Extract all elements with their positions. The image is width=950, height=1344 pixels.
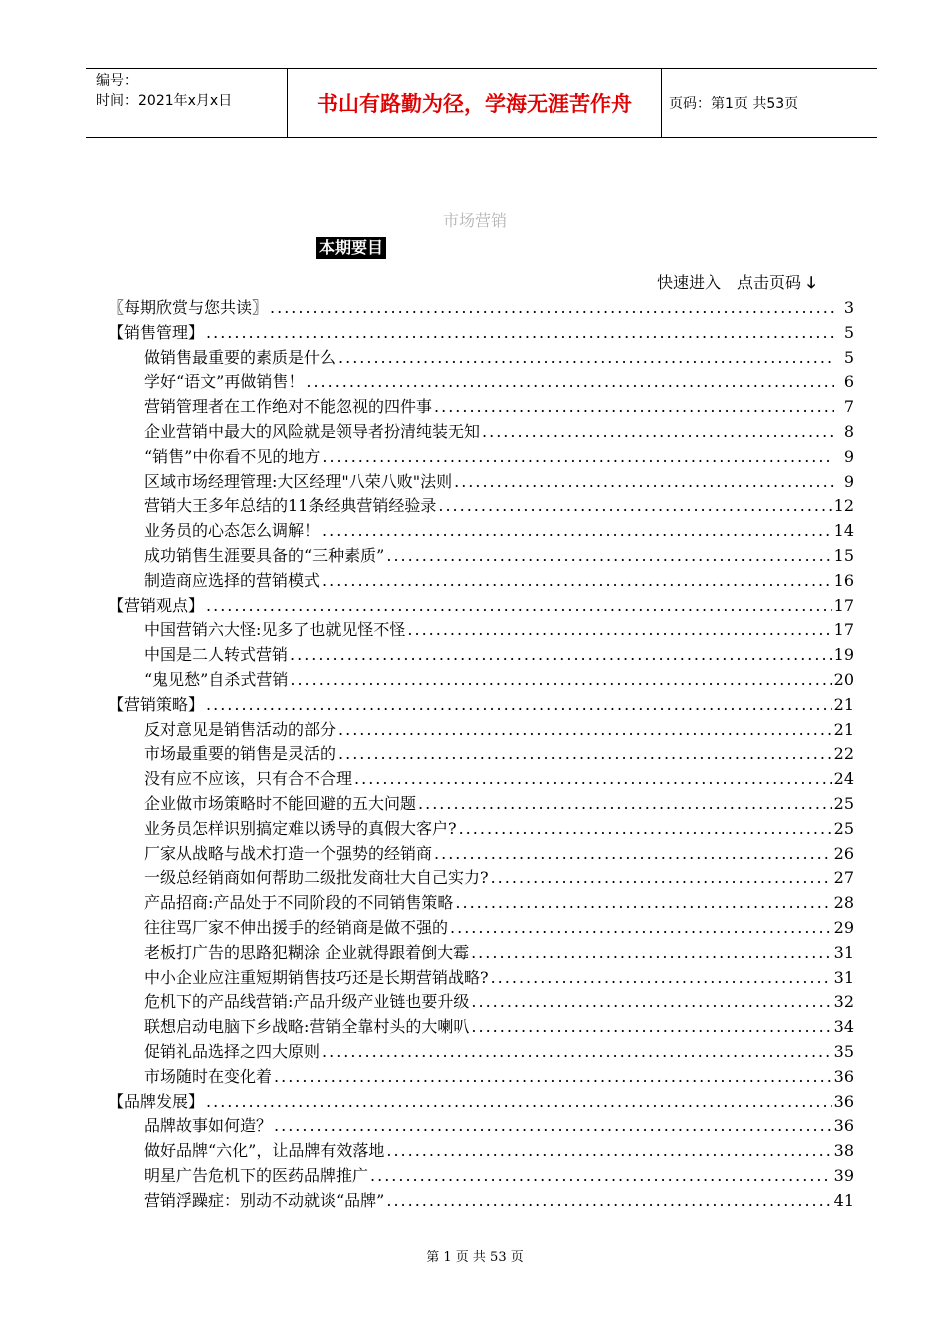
toc-leader xyxy=(354,767,832,792)
toc-entry[interactable] xyxy=(108,643,854,668)
toc-page-number[interactable]: 39 xyxy=(833,1165,854,1185)
code-label: 编号： xyxy=(96,73,138,89)
toc-leader xyxy=(322,1040,832,1065)
toc-leader xyxy=(322,519,832,544)
toc-title[interactable]: 业务员怎样识别搞定难以诱导的真假大客户? xyxy=(144,818,457,838)
toc-page-number[interactable]: 36 xyxy=(833,1116,854,1136)
toc-page-number[interactable]: 5 xyxy=(843,322,854,342)
toc-title[interactable]: 中国营销六大怪:见多了也就见怪不怪 xyxy=(144,620,406,640)
toc-leader xyxy=(407,618,831,643)
toc-leader xyxy=(338,346,834,371)
toc-page-number[interactable]: 25 xyxy=(833,793,854,813)
toc-title[interactable]: 往往骂厂家不伸出援手的经销商是做不强的 xyxy=(144,917,449,937)
toc-entry[interactable] xyxy=(108,519,854,544)
toc-leader xyxy=(471,1015,831,1040)
toc-entry[interactable] xyxy=(108,569,854,594)
toc-title[interactable]: 中国是二人转式营销 xyxy=(144,645,289,665)
toc-title[interactable]: 反对意见是销售活动的部分 xyxy=(144,719,337,739)
toc-entry[interactable] xyxy=(108,618,854,643)
toc-page-number[interactable]: 26 xyxy=(833,843,854,863)
page-footer: 第 1 页 共 53 页 xyxy=(426,1250,524,1265)
document-title: 市场营销 xyxy=(442,211,507,230)
header-table xyxy=(86,68,877,138)
toc-entry[interactable] xyxy=(108,916,854,941)
toc-leader xyxy=(274,1065,832,1090)
toc-leader xyxy=(459,817,832,842)
toc-section[interactable] xyxy=(108,296,854,321)
toc-entry[interactable] xyxy=(108,544,854,569)
toc-entry[interactable] xyxy=(108,370,854,395)
toc-title[interactable]: 促销礼品选择之四大原则 xyxy=(144,1041,321,1061)
toc-page-number[interactable]: 41 xyxy=(833,1190,854,1210)
toc-title[interactable]: 学好“语文”再做销售！ xyxy=(144,372,305,392)
page-info: 页码：第1页 共53页 xyxy=(669,96,799,112)
table-of-contents xyxy=(108,296,854,1213)
toc-entry[interactable] xyxy=(108,817,854,842)
toc-entry[interactable] xyxy=(108,842,854,867)
toc-entry[interactable] xyxy=(108,866,854,891)
toc-page-number[interactable]: 17 xyxy=(833,595,854,615)
toc-entry[interactable] xyxy=(108,966,854,991)
toc-title[interactable]: 企业做市场策略时不能回避的五大问题 xyxy=(144,793,417,813)
toc-entry[interactable] xyxy=(108,1139,854,1164)
toc-entry[interactable] xyxy=(108,395,854,420)
motto: 书山有路勤为径，学海无涯苦作舟 xyxy=(287,69,662,137)
toc-leader xyxy=(386,1189,831,1214)
toc-entry[interactable] xyxy=(108,1015,854,1040)
toc-title[interactable]: “销售”中你看不见的地方 xyxy=(144,446,321,466)
toc-page-number[interactable]: 5 xyxy=(843,347,854,367)
toc-title[interactable]: 【营销观点】 xyxy=(108,595,205,615)
toc-page-number[interactable]: 28 xyxy=(833,893,854,913)
toc-entry[interactable] xyxy=(108,767,854,792)
toc-page-number[interactable]: 9 xyxy=(843,471,854,491)
toc-entry[interactable] xyxy=(108,668,854,693)
toc-title[interactable]: 品牌故事如何造？ xyxy=(144,1116,273,1136)
toc-entry[interactable] xyxy=(108,470,854,495)
quick-nav xyxy=(657,270,831,299)
toc-page-number[interactable]: 22 xyxy=(833,744,854,764)
toc-title[interactable]: 〖每期欣赏与您共读〗 xyxy=(108,298,269,317)
toc-leader xyxy=(438,494,831,519)
toc-leader xyxy=(206,321,834,346)
toc-title[interactable]: 联想启动电脑下乡战略:营销全靠村头的大喇叭 xyxy=(144,1017,470,1037)
toc-leader xyxy=(418,792,832,817)
toc-page-number[interactable]: 12 xyxy=(833,496,854,516)
toc-title[interactable]: 【品牌发展】 xyxy=(108,1091,205,1111)
toc-page-number[interactable]: 21 xyxy=(833,694,854,714)
toc-title[interactable]: 厂家从战略与战术打造一个强势的经销商 xyxy=(144,843,433,863)
toc-title[interactable]: 【营销策略】 xyxy=(108,694,205,714)
toc-title[interactable]: 市场随时在变化着 xyxy=(144,1066,273,1086)
issue-title: 本期要目 xyxy=(316,237,386,259)
toc-leader xyxy=(290,643,832,668)
toc-entry[interactable] xyxy=(108,1164,854,1189)
toc-title[interactable]: 营销管理者在工作绝对不能忽视的四件事 xyxy=(144,397,433,417)
toc-leader xyxy=(322,445,834,470)
toc-title[interactable]: 做好品牌“六化”，让品牌有效落地 xyxy=(144,1141,385,1161)
toc-page-number[interactable]: 6 xyxy=(843,372,854,392)
toc-page-number[interactable]: 34 xyxy=(833,1017,854,1037)
toc-title[interactable]: 【销售管理】 xyxy=(108,322,205,342)
toc-entry[interactable] xyxy=(108,1065,854,1090)
toc-leader xyxy=(386,1139,831,1164)
toc-leader xyxy=(270,296,834,321)
toc-leader xyxy=(338,742,832,767)
toc-title[interactable]: 市场最重要的销售是灵活的 xyxy=(144,744,337,764)
toc-leader xyxy=(454,470,834,495)
toc-title[interactable]: 企业营销中最大的风险就是领导者扮清纯装无知 xyxy=(144,421,481,441)
toc-leader xyxy=(274,1114,832,1139)
toc-page-number[interactable]: 14 xyxy=(833,521,854,541)
toc-section[interactable] xyxy=(108,594,854,619)
toc-page-number[interactable]: 38 xyxy=(833,1141,854,1161)
toc-page-number[interactable]: 25 xyxy=(833,818,854,838)
toc-leader xyxy=(206,594,832,619)
toc-leader xyxy=(338,718,832,743)
toc-entry[interactable] xyxy=(108,1114,854,1139)
toc-leader xyxy=(471,990,831,1015)
quick-enter-label: 快速进入 xyxy=(657,273,722,292)
toc-page-number[interactable]: 32 xyxy=(833,992,854,1012)
toc-leader xyxy=(322,569,832,594)
toc-page-number[interactable]: 7 xyxy=(843,397,854,417)
toc-leader xyxy=(306,370,834,395)
toc-page-number[interactable]: 9 xyxy=(843,446,854,466)
toc-page-number[interactable]: 36 xyxy=(833,1091,854,1111)
toc-title[interactable]: 产品招商:产品处于不同阶段的不同销售策略 xyxy=(144,893,454,913)
toc-entry[interactable] xyxy=(108,1189,854,1214)
toc-title[interactable]: 没有应不应该，只有合不合理 xyxy=(144,769,353,789)
toc-page-number[interactable]: 3 xyxy=(843,298,854,317)
toc-entry[interactable] xyxy=(108,1040,854,1065)
toc-section[interactable] xyxy=(108,321,854,346)
toc-leader xyxy=(471,941,832,966)
toc-leader xyxy=(370,1164,832,1189)
toc-entry[interactable] xyxy=(108,420,854,445)
toc-title[interactable]: 危机下的产品线营销:产品升级产业链也要升级 xyxy=(144,992,470,1012)
toc-title[interactable]: 业务员的心态怎么调解！ xyxy=(144,521,321,541)
toc-title[interactable]: 制造商应选择的营销模式 xyxy=(144,570,321,590)
toc-leader xyxy=(482,420,834,445)
toc-section[interactable] xyxy=(108,693,854,718)
toc-title[interactable]: “鬼见愁”自杀式营销 xyxy=(144,669,289,689)
toc-page-number[interactable]: 27 xyxy=(833,868,854,888)
header-meta xyxy=(96,71,286,111)
toc-page-number[interactable]: 8 xyxy=(843,421,854,441)
toc-entry[interactable] xyxy=(108,718,854,743)
toc-entry[interactable] xyxy=(108,346,854,371)
toc-leader xyxy=(206,693,832,718)
toc-title[interactable]: 营销浮躁症：别动不动就谈“品牌” xyxy=(144,1190,385,1210)
toc-page-number[interactable]: 35 xyxy=(833,1041,854,1061)
toc-title[interactable]: 明星广告危机下的医药品牌推广 xyxy=(144,1165,369,1185)
toc-page-number[interactable]: 24 xyxy=(833,769,854,789)
toc-title[interactable]: 做销售最重要的素质是什么 xyxy=(144,347,337,367)
toc-entry[interactable] xyxy=(108,990,854,1015)
toc-title[interactable]: 老板打广告的思路犯糊涂 企业就得跟着倒大霉 xyxy=(144,942,470,962)
toc-page-number[interactable]: 20 xyxy=(833,669,854,689)
toc-entry[interactable] xyxy=(108,494,854,519)
toc-section[interactable] xyxy=(108,1090,854,1115)
toc-page-number[interactable]: 36 xyxy=(833,1066,854,1086)
toc-entry[interactable] xyxy=(108,742,854,767)
toc-leader xyxy=(290,668,831,693)
toc-entry[interactable] xyxy=(108,941,854,966)
toc-page-number[interactable]: 29 xyxy=(833,917,854,937)
toc-page-number[interactable]: 16 xyxy=(833,570,854,590)
toc-leader xyxy=(491,966,832,991)
toc-title[interactable]: 成功销售生涯要具备的“三种素质” xyxy=(144,545,385,565)
toc-page-number[interactable]: 15 xyxy=(833,545,854,565)
toc-page-number[interactable]: 21 xyxy=(833,719,854,739)
arrow-down-icon: 🡓 xyxy=(807,273,816,292)
toc-title[interactable]: 营销大王多年总结的11条经典营销经验录 xyxy=(144,496,437,516)
toc-leader xyxy=(434,842,832,867)
toc-title[interactable]: 中小企业应注重短期销售技巧还是长期营销战略? xyxy=(144,967,489,987)
toc-leader xyxy=(450,916,832,941)
toc-entry[interactable] xyxy=(108,891,854,916)
toc-page-number[interactable]: 31 xyxy=(833,942,854,962)
toc-page-number[interactable]: 31 xyxy=(833,967,854,987)
toc-page-number[interactable]: 19 xyxy=(833,645,854,665)
toc-leader xyxy=(206,1090,832,1115)
toc-entry[interactable] xyxy=(108,792,854,817)
toc-page-number[interactable]: 17 xyxy=(833,620,854,640)
toc-leader xyxy=(491,866,832,891)
toc-leader xyxy=(455,891,831,916)
toc-leader xyxy=(434,395,834,420)
time-label: 时间：2021年x月x日 xyxy=(96,93,233,109)
toc-entry[interactable] xyxy=(108,445,854,470)
click-page-label: 点击页码 xyxy=(737,273,802,292)
toc-title[interactable]: 区域市场经理管理:大区经理"八荣八败"法则 xyxy=(144,471,453,491)
toc-title[interactable]: 一级总经销商如何帮助二级批发商壮大自己实力? xyxy=(144,868,489,888)
toc-leader xyxy=(386,544,831,569)
